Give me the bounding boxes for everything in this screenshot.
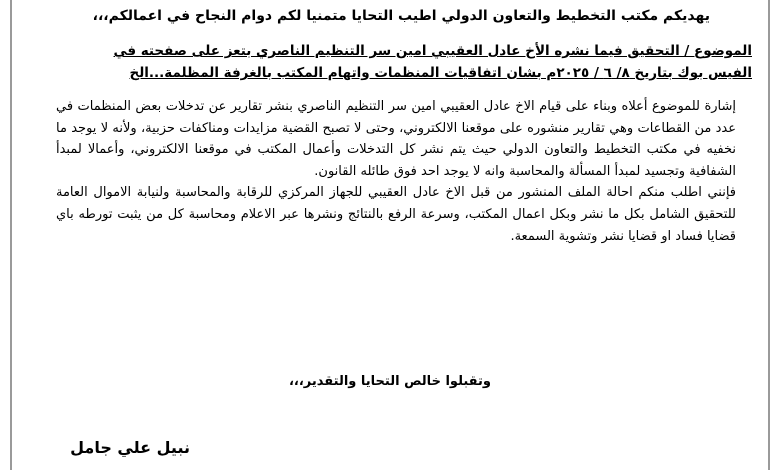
body-paragraph-1: إشارة للموضوع أعلاه وبناء على قيام الاخ عادل العقيبي امين سر التنظيم الناصري بنشر تقارير عن تدخلات بعض المنظمات في عدد من القطاعات وهي تقارير منشوره على موقعنا الالكتروني، وحتى لا تصبح القضية مزايدات ومناكفات حزبية، ولأنه لا يوجد ما نخفيه في مكتب التخطيط والتعاون الدولي حيث يتم نشر كل التدخلات وأعمال المكتب في موقعنا الالكتروني، وأعمالا لمبدأ الشفافية وتجسيد لمبدأ المسألة والمحاسبة وانه لا يوجد احد فوق طائله القانون.: [56, 99, 736, 179]
page-border-right: [768, 0, 770, 470]
letter-body: [56, 96, 736, 247]
subject-block: [36, 40, 752, 84]
subject-line-2: الفيس بوك بتاريخ ٨/ ٦ / ٢٠٢٥م بشان اتفاقيات المنظمات واتهام المكتب بالغرفة المظلمة...الخ: [129, 65, 752, 81]
closing-line: وتقبلوا خالص التحايا والتقدير،،،: [288, 374, 491, 389]
page-border-left: [10, 0, 12, 470]
subject-line-1: الموضوع / التحقيق فيما نشره الأخ عادل العقيبي امين سر التنظيم الناصري بتعز على صفحته في: [113, 43, 752, 59]
greeting-line: يهديكم مكتب التخطيط والتعاون الدولي اطيب التحايا متمنيا لكم دوام النجاح في اعمالكم،،،: [92, 8, 710, 24]
signature-name: نبيل علي جامل: [70, 438, 190, 457]
body-paragraph-2: فإنني اطلب منكم احالة الملف المنشور من قبل الاخ عادل العقيبي للجهاز المركزي للرقابة والمحاسبة ولنيابة الاموال العامة للتحقيق الشامل بكل ما نشر وبكل اعمال المكتب، وسرعة الرفع بالنتائج ونشرها عبر الاعلام ومحاسبة كل من يثبت تورطه باي قضايا فساد او قضايا نشر وتشوية السمعة.: [56, 185, 736, 244]
